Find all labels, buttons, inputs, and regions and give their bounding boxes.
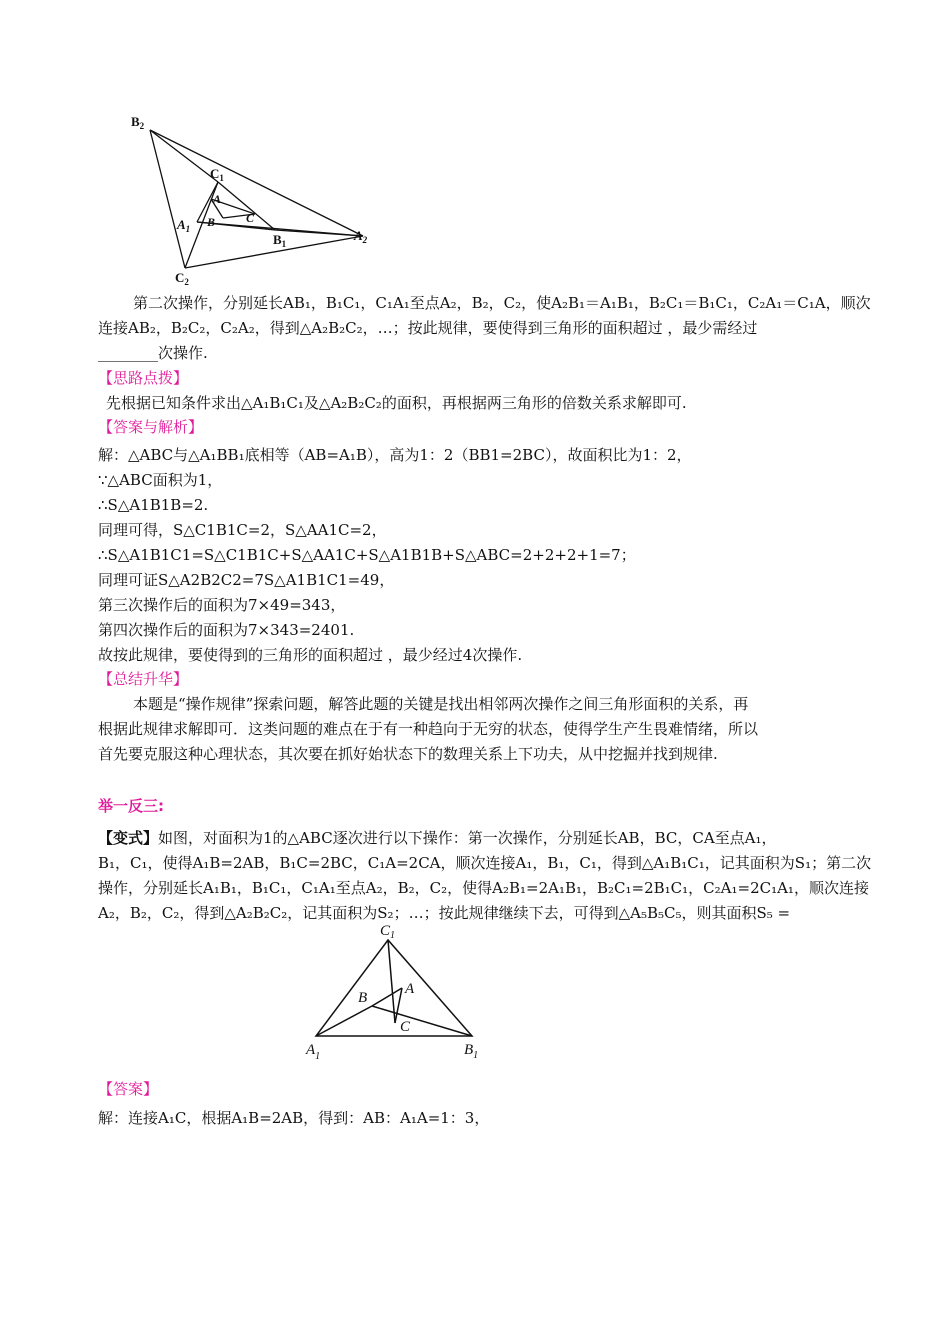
summary-line-3: 首先要克服这种心理状态，其次要在抓好始状态下的数理关系上下功夫，从中挖掘并找到规律. bbox=[98, 745, 718, 763]
label-b2: $B_2$ bbox=[131, 114, 145, 131]
hint-text: 先根据已知条件求出△A₁B₁C₁及△A₂B₂C₂的面积，再根据两三角形的倍数关系求解即可. bbox=[106, 394, 687, 412]
final-answer-title: 【答案】 bbox=[98, 1080, 159, 1098]
figure-2-triangles bbox=[300, 918, 500, 1068]
answer-line-5: ∴S△A1B1C1=S△C1B1C+S△AA1C+S△A1B1B+S△ABC=2+2+2+1=7； bbox=[98, 546, 636, 564]
answer-line-9: 故按此规律，要使得到的三角形的面积超过 ，最少经过4次操作. bbox=[98, 646, 523, 664]
label-c2: $C_2$ bbox=[175, 270, 189, 287]
variant-line-3: 操作，分别延长A₁B₁，B₁C₁，C₁A₁至点A₂，B₂，C₂，使得A₂B₁=2A₁B₁，B₂C₁=2B₁C₁，C₂A₁=2C₁A₁，顺次连接 bbox=[98, 879, 869, 897]
fig2-label-a1: $A_1$ bbox=[306, 1042, 321, 1062]
summary-line-2: 根据此规律求解即可．这类问题的难点在于有一种趋向于无穷的状态，使得学生产生畏难情绪，所以 bbox=[98, 720, 759, 738]
summary-title: 【总结升华】 bbox=[98, 670, 189, 688]
answer-line-4: 同理可得，S△C1B1C=2，S△AA1C=2， bbox=[98, 521, 387, 539]
label-c: C bbox=[246, 211, 255, 225]
final-answer-line: 解：连接A₁C，根据A₁B=2AB，得到：AB：A₁A=1：3， bbox=[98, 1109, 490, 1127]
figure-1-triangles bbox=[125, 110, 390, 290]
fig2-label-b: B bbox=[358, 990, 368, 1006]
answer-line-2: ∵△ABC面积为1， bbox=[98, 471, 223, 489]
variant-line-2: B₁，C₁，使得A₁B=2AB，B₁C=2BC，C₁A=2CA，顺次连接A₁，B₁，C₁，得到△A₁B₁C₁，记其面积为S₁；第二次 bbox=[98, 854, 872, 872]
fig2-label-c1: $C_1$ bbox=[380, 923, 396, 941]
fig2-label-c: C bbox=[400, 1019, 411, 1035]
summary-line-1: 本题是“操作规律”探索问题，解答此题的关键是找出相邻两次操作之间三角形面积的关系，再 bbox=[133, 695, 749, 713]
label-a1: $A_1$ bbox=[177, 217, 191, 234]
fig2-label-a: A bbox=[405, 981, 415, 997]
variant-line-4: A₂，B₂，C₂，得到△A₂B₂C₂，记其面积为S₂；…；按此规律继续下去，可得到△A₅B₅C₅，则其面积S₅ = bbox=[98, 904, 791, 922]
label-b: B bbox=[207, 215, 216, 229]
answer-line-6: 同理可证S△A2B2C2=7S△A1B1C1=49， bbox=[98, 571, 395, 589]
answer-line-8: 第四次操作后的面积为7×343=2401. bbox=[98, 621, 355, 639]
variant-tag: 【变式】 bbox=[98, 829, 159, 847]
label-b1: $B_1$ bbox=[273, 232, 287, 249]
variant-heading: 举一反三: bbox=[98, 797, 164, 815]
para1-line3: ________次操作. bbox=[98, 344, 208, 362]
answer-line-7: 第三次操作后的面积为7×49=343， bbox=[98, 596, 346, 614]
fig2-label-b1: $B_1$ bbox=[464, 1042, 479, 1061]
label-c1: $C_1$ bbox=[210, 166, 224, 183]
answer-line-3: ∴S△A1B1B=2. bbox=[98, 496, 209, 514]
label-a2: $A_2$ bbox=[354, 228, 368, 245]
answer-line-1: 解：△ABC与△A₁BB₁底相等（AB=A₁B），高为1：2（BB1=2BC），故面积比为1：2， bbox=[98, 446, 692, 464]
answer-blank: ________ bbox=[98, 344, 158, 362]
para1-line2: 连接AB₂，B₂C₂，C₂A₂，得到△A₂B₂C₂，…；按此规律，要使得到三角形的面积超过 ，最少需经过 bbox=[98, 319, 758, 337]
label-a: A bbox=[213, 192, 222, 206]
answer-title: 【答案与解析】 bbox=[98, 418, 204, 436]
hint-title: 【思路点拨】 bbox=[98, 369, 189, 387]
variant-line-1: 【变式】如图，对面积为1的△ABC逐次进行以下操作：第一次操作，分别延长AB，BC，CA至点A₁， bbox=[98, 829, 777, 847]
para1-line1: 第二次操作，分别延长AB₁，B₁C₁，C₁A₁至点A₂，B₂，C₂，使A₂B₁＝A₁B₁，B₂C₁＝B₁C₁，C₂A₁＝C₁A，顺次 bbox=[133, 294, 871, 312]
